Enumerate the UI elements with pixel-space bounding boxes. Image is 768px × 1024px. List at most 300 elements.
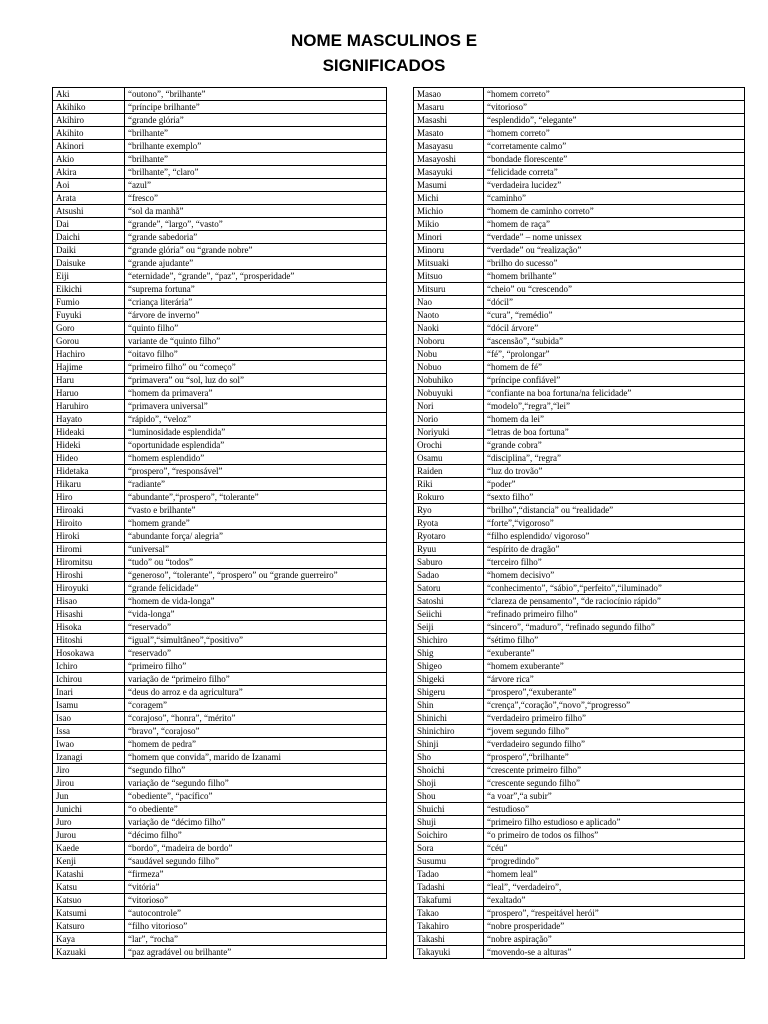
name-cell: Hideaki	[53, 426, 125, 439]
meaning-cell: “dócil”	[484, 296, 745, 309]
meaning-cell: “progredindo”	[484, 855, 745, 868]
meaning-cell: “homem grande”	[125, 517, 387, 530]
name-cell: Orochi	[414, 439, 484, 452]
meaning-cell: “sol da manhã”	[125, 205, 387, 218]
meaning-cell: “cheio” ou “crescendo”	[484, 283, 745, 296]
table-row	[414, 439, 745, 452]
name-cell: Jurou	[53, 829, 125, 842]
meaning-cell: “homem esplendido”	[125, 452, 387, 465]
name-cell: Hideki	[53, 439, 125, 452]
meaning-cell: “vitorioso”	[484, 101, 745, 114]
meaning-cell: “céu”	[484, 842, 745, 855]
table-row	[53, 868, 387, 881]
meaning-cell: “grande glória” ou “grande nobre”	[125, 244, 387, 257]
table-row	[414, 322, 745, 335]
table-row	[414, 569, 745, 582]
name-cell: Ichiro	[53, 660, 125, 673]
table-row	[414, 777, 745, 790]
meaning-cell: “fresco”	[125, 192, 387, 205]
table-row	[414, 790, 745, 803]
table-row	[414, 595, 745, 608]
table-row	[414, 634, 745, 647]
table-row	[53, 582, 387, 595]
table-row	[53, 491, 387, 504]
name-cell: Ryuu	[414, 543, 484, 556]
meaning-cell: “homem decisivo”	[484, 569, 745, 582]
name-cell: Daiki	[53, 244, 125, 257]
meaning-cell: “outono”, “brilhante”	[125, 88, 387, 101]
table-row	[53, 270, 387, 283]
meaning-cell: “grande sabedoria”	[125, 231, 387, 244]
name-cell: Junichi	[53, 803, 125, 816]
meaning-cell: “o obediente”	[125, 803, 387, 816]
name-cell: Fumio	[53, 296, 125, 309]
name-cell: Daisuke	[53, 257, 125, 270]
meaning-cell: “generoso”, “tolerante”, “prospero” ou “grande guerreiro”	[125, 569, 387, 582]
meaning-cell: “estudioso”	[484, 803, 745, 816]
meaning-cell: “nobre prosperidade”	[484, 920, 745, 933]
meaning-cell: “esplendido”, “elegante”	[484, 114, 745, 127]
meaning-cell: “prospero”,“brilhante”	[484, 751, 745, 764]
meaning-cell: “homem de raça”	[484, 218, 745, 231]
meaning-cell: “modelo”,“regra”,“lei”	[484, 400, 745, 413]
meaning-cell: “homem de fé”	[484, 361, 745, 374]
name-cell: Satoru	[414, 582, 484, 595]
name-cell: Masayoshi	[414, 153, 484, 166]
name-cell: Hisao	[53, 595, 125, 608]
meaning-cell: “brilhante”	[125, 127, 387, 140]
name-cell: Eiji	[53, 270, 125, 283]
meaning-cell: “exuberante”	[484, 647, 745, 660]
table-row	[53, 738, 387, 751]
meaning-cell: “brilho”,“distancia” ou “realidade”	[484, 504, 745, 517]
name-cell: Katsuro	[53, 920, 125, 933]
meaning-cell: “exaltado”	[484, 894, 745, 907]
name-cell: Hitoshi	[53, 634, 125, 647]
meaning-cell: “homem leal”	[484, 868, 745, 881]
name-cell: Nori	[414, 400, 484, 413]
table-row	[414, 686, 745, 699]
name-cell: Shinichi	[414, 712, 484, 725]
name-cell: Hiroki	[53, 530, 125, 543]
table-row	[53, 374, 387, 387]
meaning-cell: “décimo filho”	[125, 829, 387, 842]
meaning-cell: “homem correto”	[484, 127, 745, 140]
name-cell: Mitsuo	[414, 270, 484, 283]
name-cell: Arata	[53, 192, 125, 205]
table-row	[53, 400, 387, 413]
name-cell: Soichiro	[414, 829, 484, 842]
meaning-cell: “nobre aspiração”	[484, 933, 745, 946]
meaning-cell: “homem de pedra”	[125, 738, 387, 751]
meaning-cell: variação de “segundo filho”	[125, 777, 387, 790]
meaning-cell: “dócil árvore”	[484, 322, 745, 335]
meaning-cell: “espírito de dragão”	[484, 543, 745, 556]
meaning-cell: “príncipe confiável”	[484, 374, 745, 387]
meaning-cell: “criança literária”	[125, 296, 387, 309]
meaning-cell: “fé”, “prolongar”	[484, 348, 745, 361]
meaning-cell: “bravo”, “corajoso”	[125, 725, 387, 738]
name-cell: Hachiro	[53, 348, 125, 361]
name-cell: Nobu	[414, 348, 484, 361]
table-row	[53, 894, 387, 907]
name-cell: Shigeo	[414, 660, 484, 673]
name-cell: Aoi	[53, 179, 125, 192]
name-cell: Ryota	[414, 517, 484, 530]
meaning-cell: “crença”,“coração”,“novo”,“progresso”	[484, 699, 745, 712]
name-cell: Masayasu	[414, 140, 484, 153]
table-row	[414, 621, 745, 634]
name-cell: Katsumi	[53, 907, 125, 920]
table-row	[53, 881, 387, 894]
name-cell: Mitsuaki	[414, 257, 484, 270]
table-row	[414, 257, 745, 270]
table-row	[414, 920, 745, 933]
name-cell: Hiromi	[53, 543, 125, 556]
table-row	[53, 712, 387, 725]
meaning-cell: “eternidade”, “grande”, “paz”, “prosperidade”	[125, 270, 387, 283]
table-row	[53, 439, 387, 452]
table-row	[53, 257, 387, 270]
table-row	[414, 270, 745, 283]
table-row	[414, 517, 745, 530]
name-cell: Juro	[53, 816, 125, 829]
name-cell: Seiichi	[414, 608, 484, 621]
meaning-cell: “confiante na boa fortuna/na felicidade”	[484, 387, 745, 400]
table-row	[414, 855, 745, 868]
meaning-cell: “oportunidade esplendida”	[125, 439, 387, 452]
name-cell: Hiroyuki	[53, 582, 125, 595]
name-cell: Akira	[53, 166, 125, 179]
table-row	[53, 335, 387, 348]
table-row	[414, 465, 745, 478]
table-row	[414, 842, 745, 855]
name-cell: Shichiro	[414, 634, 484, 647]
name-cell: Jiro	[53, 764, 125, 777]
meaning-cell: “verdadeiro segundo filho”	[484, 738, 745, 751]
name-cell: Katsuo	[53, 894, 125, 907]
right-names-table-body	[414, 88, 745, 959]
table-row	[414, 348, 745, 361]
meaning-cell: “deus do arroz e da agricultura”	[125, 686, 387, 699]
meaning-cell: “luminosidade esplendida”	[125, 426, 387, 439]
meaning-cell: “ascensão”, “subida”	[484, 335, 745, 348]
meaning-cell: “azul”	[125, 179, 387, 192]
table-row	[414, 452, 745, 465]
name-cell: Akio	[53, 153, 125, 166]
meaning-cell: “homem brilhante”	[484, 270, 745, 283]
table-row	[53, 517, 387, 530]
meaning-cell: “vasto e brilhante”	[125, 504, 387, 517]
table-row	[53, 296, 387, 309]
meaning-cell: “universal”	[125, 543, 387, 556]
table-row	[53, 608, 387, 621]
table-row	[414, 127, 745, 140]
name-cell: Masao	[414, 88, 484, 101]
name-cell: Gorou	[53, 335, 125, 348]
table-row	[53, 88, 387, 101]
meaning-cell: “caminho”	[484, 192, 745, 205]
name-cell: Tadashi	[414, 881, 484, 894]
name-cell: Iwao	[53, 738, 125, 751]
name-cell: Hiroaki	[53, 504, 125, 517]
table-row	[414, 179, 745, 192]
name-cell: Naoto	[414, 309, 484, 322]
meaning-cell: “brilhante”, “claro”	[125, 166, 387, 179]
table-row	[414, 88, 745, 101]
table-row	[53, 348, 387, 361]
name-cell: Hiro	[53, 491, 125, 504]
table-row	[53, 569, 387, 582]
table-row	[414, 738, 745, 751]
name-cell: Nao	[414, 296, 484, 309]
meaning-cell: “saudável segundo filho”	[125, 855, 387, 868]
name-cell: Shinji	[414, 738, 484, 751]
meaning-cell: “abundante”,“prospero”, “tolerante”	[125, 491, 387, 504]
name-cell: Katashi	[53, 868, 125, 881]
meaning-cell: “jovem segundo filho”	[484, 725, 745, 738]
table-row	[414, 101, 745, 114]
table-row	[414, 192, 745, 205]
meaning-cell: “grande”, “largo”, “vasto”	[125, 218, 387, 231]
name-cell: Norio	[414, 413, 484, 426]
table-row	[414, 400, 745, 413]
name-cell: Minoru	[414, 244, 484, 257]
table-row	[414, 335, 745, 348]
table-row	[414, 374, 745, 387]
meaning-cell: “clareza de pensamento”, “de raciocínio rápido”	[484, 595, 745, 608]
table-row	[53, 387, 387, 400]
table-row	[414, 868, 745, 881]
name-cell: Izanagi	[53, 751, 125, 764]
meaning-cell: “o primeiro de todos os filhos”	[484, 829, 745, 842]
name-cell: Hiromitsu	[53, 556, 125, 569]
meaning-cell: “igual”,“simultâneo”,“positivo”	[125, 634, 387, 647]
name-cell: Takafumi	[414, 894, 484, 907]
meaning-cell: “grande glória”	[125, 114, 387, 127]
table-row	[53, 127, 387, 140]
table-row	[414, 751, 745, 764]
table-row	[414, 660, 745, 673]
name-cell: Takahiro	[414, 920, 484, 933]
table-row	[414, 140, 745, 153]
table-row	[53, 179, 387, 192]
name-cell: Haruo	[53, 387, 125, 400]
meaning-cell: “segundo filho”	[125, 764, 387, 777]
name-cell: Jun	[53, 790, 125, 803]
table-row	[53, 205, 387, 218]
table-row	[53, 946, 387, 959]
name-cell: Haru	[53, 374, 125, 387]
name-cell: Akihito	[53, 127, 125, 140]
name-cell: Naoki	[414, 322, 484, 335]
name-cell: Hidetaka	[53, 465, 125, 478]
table-row	[53, 192, 387, 205]
meaning-cell: “bordo”, “madeira de bordo”	[125, 842, 387, 855]
table-row	[414, 764, 745, 777]
meaning-cell: variação de “décimo filho”	[125, 816, 387, 829]
table-row	[53, 855, 387, 868]
table-row	[53, 725, 387, 738]
table-row	[53, 283, 387, 296]
name-cell: Isamu	[53, 699, 125, 712]
name-cell: Sadao	[414, 569, 484, 582]
meaning-cell: “vida-longa”	[125, 608, 387, 621]
name-cell: Hosokawa	[53, 647, 125, 660]
name-cell: Osamu	[414, 452, 484, 465]
meaning-cell: “cura”, “remédio”	[484, 309, 745, 322]
table-row	[414, 283, 745, 296]
table-row	[414, 556, 745, 569]
name-cell: Shuji	[414, 816, 484, 829]
meaning-cell: “prospero”, “respeitável herói”	[484, 907, 745, 920]
meaning-cell: “vitória”	[125, 881, 387, 894]
meaning-cell: “grande felicidade”	[125, 582, 387, 595]
name-cell: Nobuo	[414, 361, 484, 374]
name-cell: Shinichiro	[414, 725, 484, 738]
meaning-cell: “filho esplendido/ vigoroso”	[484, 530, 745, 543]
name-cell: Daichi	[53, 231, 125, 244]
name-cell: Shoji	[414, 777, 484, 790]
meaning-cell: “homem exuberante”	[484, 660, 745, 673]
meaning-cell: “leal”, “verdadeiro”,	[484, 881, 745, 894]
table-row	[53, 218, 387, 231]
table-row	[53, 452, 387, 465]
name-cell: Takao	[414, 907, 484, 920]
table-row	[53, 842, 387, 855]
table-row	[414, 231, 745, 244]
meaning-cell: “terceiro filho”	[484, 556, 745, 569]
document-title	[0, 28, 768, 78]
table-row	[414, 153, 745, 166]
meaning-cell: “tudo” ou “todos”	[125, 556, 387, 569]
table-row	[414, 387, 745, 400]
name-cell: Shuichi	[414, 803, 484, 816]
name-cell: Kaya	[53, 933, 125, 946]
meaning-cell: “oitavo filho”	[125, 348, 387, 361]
table-row	[53, 322, 387, 335]
name-cell: Kaede	[53, 842, 125, 855]
meaning-cell: “bondade florescente”	[484, 153, 745, 166]
name-cell: Shig	[414, 647, 484, 660]
title-line-2: SIGNIFICADOS	[322, 56, 446, 75]
name-cell: Takayuki	[414, 946, 484, 959]
table-row	[414, 894, 745, 907]
table-row	[53, 751, 387, 764]
name-cell: Michi	[414, 192, 484, 205]
table-row	[414, 712, 745, 725]
name-cell: Kenji	[53, 855, 125, 868]
meaning-cell: “homem da primavera”	[125, 387, 387, 400]
meaning-cell: “verdade” ou “realização”	[484, 244, 745, 257]
meaning-cell: “árvore rica”	[484, 673, 745, 686]
name-cell: Noriyuki	[414, 426, 484, 439]
meaning-cell: “primeiro filho estudioso e aplicado”	[484, 816, 745, 829]
table-row	[414, 582, 745, 595]
meaning-cell: “suprema fortuna”	[125, 283, 387, 296]
table-row	[414, 530, 745, 543]
table-row	[53, 478, 387, 491]
name-cell: Masumi	[414, 179, 484, 192]
meaning-cell: “verdade” – nome unissex	[484, 231, 745, 244]
meaning-cell: “homem que convida”, marido de Izanami	[125, 751, 387, 764]
table-row	[53, 829, 387, 842]
table-row	[414, 608, 745, 621]
name-cell: Hajime	[53, 361, 125, 374]
meaning-cell: “corretamente calmo”	[484, 140, 745, 153]
table-row	[414, 933, 745, 946]
meaning-cell: “primavera” ou “sol, luz do sol”	[125, 374, 387, 387]
table-row	[414, 309, 745, 322]
meaning-cell: “movendo-se a alturas”	[484, 946, 745, 959]
name-cell: Riki	[414, 478, 484, 491]
meaning-cell: “luz do trovão”	[484, 465, 745, 478]
meaning-cell: “lar”, “rocha”	[125, 933, 387, 946]
name-cell: Fuyuki	[53, 309, 125, 322]
table-row	[414, 803, 745, 816]
name-cell: Haruhiro	[53, 400, 125, 413]
table-row	[414, 504, 745, 517]
meaning-cell: “brilho do sucesso”	[484, 257, 745, 270]
meaning-cell: “refinado primeiro filho”	[484, 608, 745, 621]
table-row	[53, 764, 387, 777]
table-row	[414, 205, 745, 218]
table-row	[414, 361, 745, 374]
name-cell: Hiroshi	[53, 569, 125, 582]
table-row	[414, 725, 745, 738]
table-row	[53, 673, 387, 686]
table-row	[53, 530, 387, 543]
meaning-cell: “conhecimento”, “sábio”,“perfeito”,“iluminado”	[484, 582, 745, 595]
name-cell: Seiji	[414, 621, 484, 634]
name-cell: Shoichi	[414, 764, 484, 777]
table-row	[414, 218, 745, 231]
table-row	[53, 595, 387, 608]
table-row	[414, 478, 745, 491]
name-cell: Dai	[53, 218, 125, 231]
meaning-cell: “sétimo filho”	[484, 634, 745, 647]
table-row	[53, 933, 387, 946]
left-names-table	[52, 87, 387, 959]
table-row	[414, 543, 745, 556]
name-cell: Shin	[414, 699, 484, 712]
table-row	[53, 166, 387, 179]
table-row	[414, 491, 745, 504]
meaning-cell: “reservado”	[125, 647, 387, 660]
meaning-cell: “grande ajudante”	[125, 257, 387, 270]
name-cell: Isao	[53, 712, 125, 725]
name-cell: Sora	[414, 842, 484, 855]
table-row	[414, 413, 745, 426]
meaning-cell: “homem de vida-longa”	[125, 595, 387, 608]
meaning-cell: “corajoso”, “honra”, “mérito”	[125, 712, 387, 725]
table-row	[53, 101, 387, 114]
table-row	[53, 803, 387, 816]
meaning-cell: “sincero”, “maduro”, “refinado segundo filho”	[484, 621, 745, 634]
meaning-cell: “quinto filho”	[125, 322, 387, 335]
name-cell: Michio	[414, 205, 484, 218]
meaning-cell: “letras de boa fortuna”	[484, 426, 745, 439]
table-row	[414, 816, 745, 829]
meaning-cell: “disciplina”, “regra”	[484, 452, 745, 465]
table-row	[53, 816, 387, 829]
name-cell: Ichirou	[53, 673, 125, 686]
name-cell: Aki	[53, 88, 125, 101]
name-cell: Jirou	[53, 777, 125, 790]
table-row	[414, 699, 745, 712]
name-cell: Shigeki	[414, 673, 484, 686]
right-names-table	[413, 87, 745, 959]
